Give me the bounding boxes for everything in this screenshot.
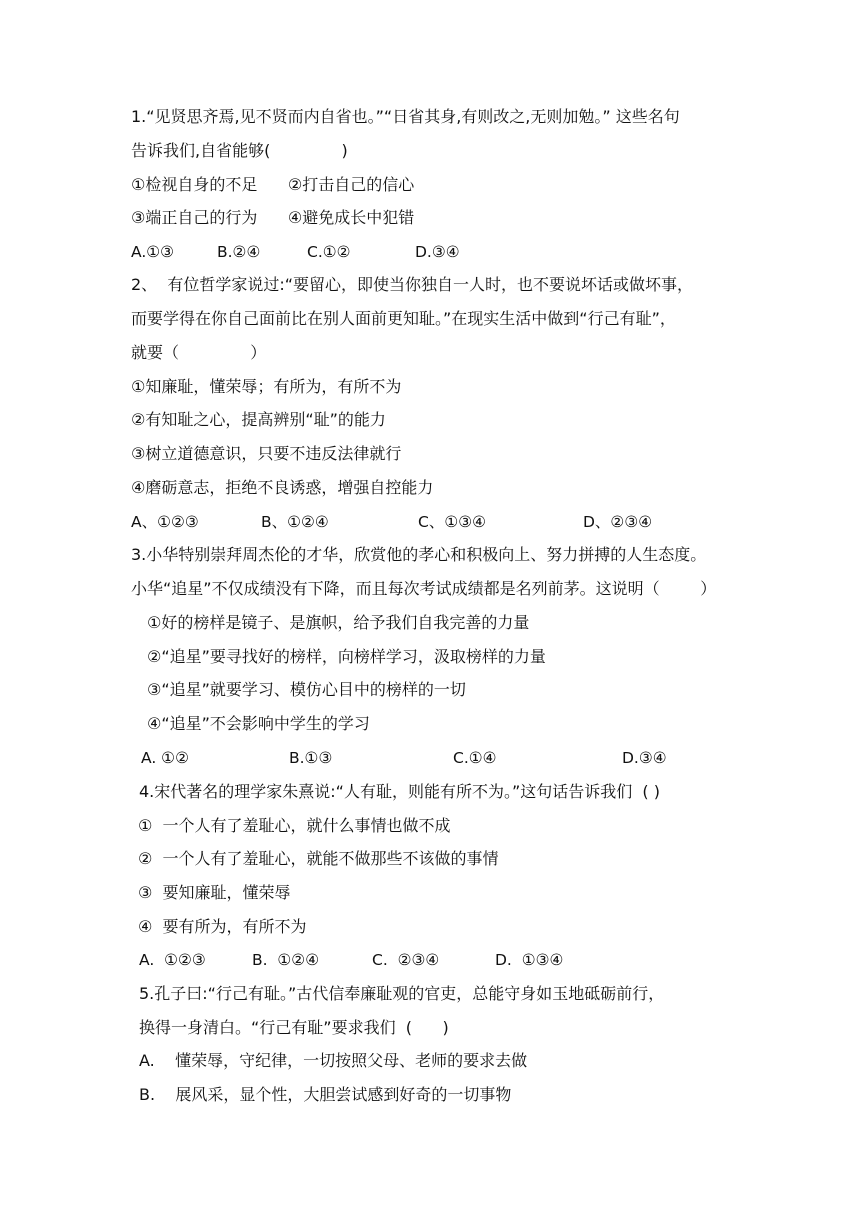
q3-item-1: ①好的榜样是镜子、是旗帜，给予我们自我完善的力量 <box>147 613 530 632</box>
q5-stem-line-2: 换得一身清白。“行己有耻”要求我们 ( ) <box>139 1018 449 1037</box>
q1-option-b: B.②④ <box>217 243 261 261</box>
q3-stem-line-2: 小华“追星”不仅成绩没有下降，而且每次考试成绩都是名列前茅。这说明（ ） <box>131 579 717 598</box>
q1-option-d: D.③④ <box>415 243 460 261</box>
q3-option-b: B.①③ <box>289 749 333 767</box>
q5-option-b: B. 展风采，显个性，大胆尝试感到好奇的一切事物 <box>139 1085 512 1104</box>
q4-option-b: B. ①②④ <box>252 951 320 969</box>
q1-item-1: ①检视自身的不足 ②打击自己的信心 <box>131 175 415 194</box>
q2-stem-line-2: 而要学得在你自己面前比在别人面前更知耻。”在现实生活中做到“行己有耻”， <box>131 309 676 328</box>
q1-option-c: C.①② <box>307 243 351 261</box>
q1-stem-line-2: 告诉我们,自省能够( ) <box>131 141 348 160</box>
q1-stem-line-1: 1.“见贤思齐焉,见不贤而内自省也。”“日省其身,有则改之,无则加勉。” 这些名句 <box>131 107 680 126</box>
q3-stem-line-1: 3.小华特别崇拜周杰伦的才华，欣赏他的孝心和积极向上、努力拼搏的人生态度。 <box>131 545 707 564</box>
q3-item-2: ②“追星”要寻找好的榜样，向榜样学习，汲取榜样的力量 <box>147 647 546 666</box>
q1-item-2: ③端正自己的行为 ④避免成长中犯错 <box>131 208 415 227</box>
q2-item-1: ①知廉耻，懂荣辱；有所为，有所不为 <box>131 377 402 396</box>
q4-item-2: ② 一个人有了羞耻心，就能不做那些不该做的事情 <box>138 849 499 868</box>
q1-option-a: A.①③ <box>131 243 175 261</box>
q2-item-3: ③树立道德意识，只要不违反法律就行 <box>131 444 402 463</box>
q2-option-a: A、①②③ <box>131 513 199 531</box>
q2-option-c: C、①③④ <box>418 513 487 531</box>
q4-item-1: ① 一个人有了羞耻心，就什么事情也做不成 <box>138 816 451 835</box>
q2-item-2: ②有知耻之心，提高辨别“耻”的能力 <box>131 410 386 429</box>
q3-option-d: D.③④ <box>622 749 667 767</box>
q5-stem-line-1: 5.孔子曰:“行己有耻。”古代信奉廉耻观的官吏，总能守身如玉地砥砺前行， <box>139 984 665 1003</box>
q4-item-3: ③ 要知廉耻，懂荣辱 <box>138 883 291 902</box>
q5-option-a: A. 懂荣辱，守纪律，一切按照父母、老师的要求去做 <box>139 1051 528 1070</box>
q4-item-4: ④ 要有所为，有所不为 <box>138 917 307 936</box>
q3-item-3: ③“追星”就要学习、模仿心目中的榜样的一切 <box>147 680 466 699</box>
q3-item-4: ④“追星”不会影响中学生的学习 <box>147 714 370 733</box>
q4-stem-line-1: 4.宋代著名的理学家朱熹说:“人有耻，则能有所不为。”这句话告诉我们 ( ) <box>139 782 660 801</box>
q2-item-4: ④磨砺意志，拒绝不良诱惑，增强自控能力 <box>131 478 434 497</box>
q2-option-d: D、②③④ <box>583 513 653 531</box>
q4-option-c: C. ②③④ <box>372 951 440 969</box>
q3-option-c: C.①④ <box>453 749 497 767</box>
q4-option-d: D. ①③④ <box>495 951 564 969</box>
q3-option-a: A. ①② <box>141 749 189 767</box>
q2-stem-line-1: 2、 有位哲学家说过:“要留心，即使当你独自一人时，也不要说坏话或做坏事， <box>131 275 694 294</box>
q2-option-b: B、①②④ <box>261 513 329 531</box>
q2-stem-line-3: 就要（ ） <box>131 343 267 362</box>
q4-option-a: A. ①②③ <box>139 951 206 969</box>
